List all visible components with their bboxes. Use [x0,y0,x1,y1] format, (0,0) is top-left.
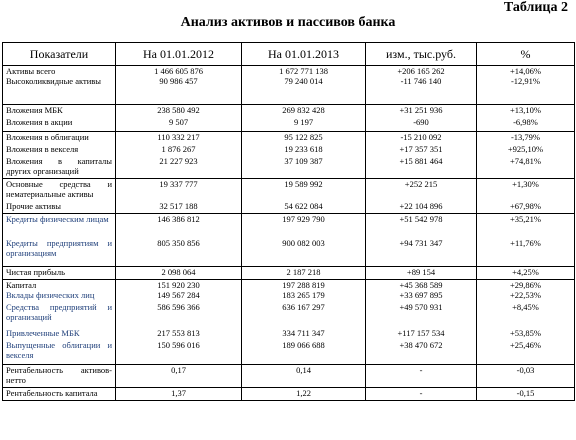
row-indicator-name: Чистая прибыль [3,267,116,280]
row-value-2012: 1,37 [116,388,242,401]
table-row [3,340,575,365]
row-value-2012: 21 227 923 [116,156,242,179]
row-indicator-name: Кредиты предприятиям и организациям [3,238,116,267]
row-value-2012: 19 337 777 [116,179,242,202]
row-change: +45 368 589 [366,280,477,291]
row-value-2012: 0,17 [116,365,242,388]
row-percent: +22,53% [477,290,575,302]
row-value-2012: 217 553 813 [116,328,242,340]
row-value-2013: 1 672 771 138 [242,66,366,77]
row-change: +252 215 [366,179,477,202]
row-change: +89 154 [366,267,477,280]
row-percent: -0,03 [477,365,575,388]
row-value-2013: 900 082 003 [242,238,366,267]
col-header-2012: На 01.01.2012 [116,43,242,66]
row-indicator-name: Основные средства и нематериальные активы [3,179,116,202]
table-row [3,105,575,118]
row-value-2012: 32 517 188 [116,201,242,214]
row-change: -690 [366,117,477,132]
row-value-2013: 9 197 [242,117,366,132]
row-percent: +925,10% [477,144,575,156]
row-change: -15 210 092 [366,132,477,145]
row-value-2013: 95 122 825 [242,132,366,145]
row-value-2013: 19 589 992 [242,179,366,202]
row-percent: +67,98% [477,201,575,214]
row-value-2012: 151 920 230 [116,280,242,291]
row-percent: +13,10% [477,105,575,118]
row-percent: +1,30% [477,179,575,202]
row-percent: +11,76% [477,238,575,267]
row-value-2013: 334 711 347 [242,328,366,340]
table-row [3,280,575,291]
row-value-2012: 1 876 267 [116,144,242,156]
table-title: Анализ активов и пассивов банка [180,15,396,30]
row-change: -11 746 140 [366,76,477,105]
row-value-2012: 238 580 492 [116,105,242,118]
row-percent: +53,85% [477,328,575,340]
table-row [3,66,575,77]
row-value-2012: 9 507 [116,117,242,132]
row-percent: +25,46% [477,340,575,365]
col-header-indicator: Показатели [3,43,116,66]
table-row [3,302,575,328]
row-value-2012: 805 350 856 [116,238,242,267]
table-row [3,388,575,401]
row-indicator-name: Рентабельность активов-нетто [3,365,116,388]
row-indicator-name: Привлеченные МБК [3,328,116,340]
table-body [3,66,575,401]
table-number-label: Таблица 2 [503,0,568,15]
row-value-2012: 110 332 217 [116,132,242,145]
row-change: +94 731 347 [366,238,477,267]
table-row [3,267,575,280]
row-percent: +29,86% [477,280,575,291]
row-value-2013: 269 832 428 [242,105,366,118]
table-row [3,328,575,340]
row-indicator-name: Вложения в акции [3,117,116,132]
row-change: +117 157 534 [366,328,477,340]
col-header-percent: % [477,43,575,66]
row-indicator-name: Выпущенные облигации и векселя [3,340,116,365]
table-row [3,365,575,388]
row-change: +33 697 895 [366,290,477,302]
row-change: - [366,365,477,388]
row-change: +17 357 351 [366,144,477,156]
row-change: +31 251 936 [366,105,477,118]
table-row [3,290,575,302]
row-percent: +8,45% [477,302,575,328]
row-change: +206 165 262 [366,66,477,77]
row-percent: -6,98% [477,117,575,132]
row-indicator-name: Капитал [3,280,116,291]
row-percent: +74,81% [477,156,575,179]
row-percent: +35,21% [477,214,575,239]
row-indicator-name: Вклады физических лиц [3,290,116,302]
table-row [3,179,575,202]
table-row [3,214,575,239]
row-value-2012: 586 596 366 [116,302,242,328]
row-value-2012: 2 098 064 [116,267,242,280]
row-value-2013: 0,14 [242,365,366,388]
row-indicator-name: Высоколиквидные активы [3,76,116,105]
row-indicator-name: Вложения в облигации [3,132,116,145]
row-percent: +14,06% [477,66,575,77]
row-value-2013: 189 066 688 [242,340,366,365]
row-percent: -0,15 [477,388,575,401]
row-value-2013: 19 233 618 [242,144,366,156]
row-value-2012: 149 567 284 [116,290,242,302]
table-row [3,201,575,214]
table-row [3,132,575,145]
table-row [3,156,575,179]
row-value-2012: 1 466 605 876 [116,66,242,77]
row-value-2012: 146 386 812 [116,214,242,239]
row-value-2013: 197 929 790 [242,214,366,239]
row-percent: +4,25% [477,267,575,280]
row-value-2013: 636 167 297 [242,302,366,328]
assets-liabilities-table [2,42,575,401]
row-indicator-name: Прочие активы [3,201,116,214]
table-row [3,144,575,156]
row-change: +51 542 978 [366,214,477,239]
row-change: - [366,388,477,401]
row-value-2013: 37 109 387 [242,156,366,179]
row-indicator-name: Активы всего [3,66,116,77]
row-value-2013: 2 187 218 [242,267,366,280]
table-row [3,238,575,267]
row-indicator-name: Средства предприятий и организаций [3,302,116,328]
row-value-2013: 197 288 819 [242,280,366,291]
row-change: +15 881 464 [366,156,477,179]
row-indicator-name: Рентабельность капитала [3,388,116,401]
row-indicator-name: Вложения в векселя [3,144,116,156]
row-value-2013: 183 265 179 [242,290,366,302]
row-change: +49 570 931 [366,302,477,328]
row-value-2013: 79 240 014 [242,76,366,105]
row-change: +22 104 896 [366,201,477,214]
row-indicator-name: Кредиты физическим лицам [3,214,116,239]
row-indicator-name: Вложения МБК [3,105,116,118]
row-value-2012: 90 986 457 [116,76,242,105]
col-header-change: изм., тыс.руб. [366,43,477,66]
row-indicator-name: Вложения в капиталы других организаций [3,156,116,179]
row-value-2013: 1,22 [242,388,366,401]
table-row [3,117,575,132]
col-header-2013: На 01.01.2013 [242,43,366,66]
row-value-2012: 150 596 016 [116,340,242,365]
header-row [3,43,575,66]
table-row [3,76,575,105]
row-value-2013: 54 622 084 [242,201,366,214]
row-percent: -13,79% [477,132,575,145]
row-percent: -12,91% [477,76,575,105]
row-change: +38 470 672 [366,340,477,365]
